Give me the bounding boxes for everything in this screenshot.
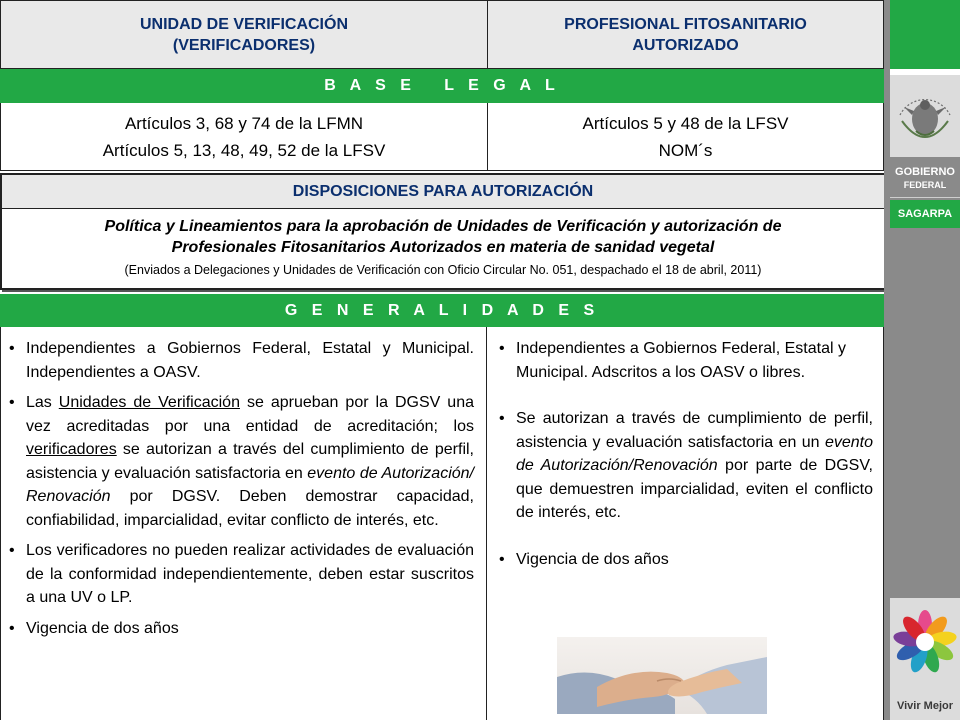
sidebar-green-top xyxy=(890,0,960,69)
base-legal-right-line-2: NOM´s xyxy=(658,140,713,160)
sidebar xyxy=(884,0,960,720)
right-b2-italic-1: evento de Autorización/Renovación xyxy=(516,433,873,474)
policy-line-2: Profesionales Fitosanitarios Autorizados en materia de sanidad vegetal xyxy=(171,239,715,256)
generalidades-bar xyxy=(0,294,884,327)
base-legal-table xyxy=(0,103,884,171)
generalidades-table xyxy=(0,327,884,720)
left-bullet-4: • Vigencia de dos años xyxy=(7,617,474,641)
header-table xyxy=(0,0,884,69)
header-right-line-1: PROFESIONAL FITOSANITARIO xyxy=(564,15,807,33)
left-b2-italic-1: evento de Autorización/ Renovación xyxy=(26,464,474,505)
left-b2-text-2: se aprueban por la DGSV una vez acreditadas por una entidad de acreditación; los xyxy=(26,394,474,435)
base-legal-bar xyxy=(0,69,884,103)
generalidades-title: G E N E R A L I D A D E S xyxy=(284,301,600,319)
eagle-emblem-icon xyxy=(890,75,960,157)
disposiciones-header xyxy=(2,175,884,209)
left-bullet-1: • Independientes a Gobiernos Federal, Estatal y Municipal. Independientes a OASV. xyxy=(7,337,474,384)
header-right-cell xyxy=(488,1,883,68)
header-left-cell xyxy=(1,1,488,68)
coat-of-arms-seal xyxy=(890,75,960,157)
gobierno-federal-label xyxy=(890,160,960,196)
base-legal-right xyxy=(488,103,883,170)
header-right-line-2: AUTORIZADO xyxy=(632,36,739,54)
left-b2-text-1: Las xyxy=(26,394,59,411)
left-b2-text-3: se autorizan a través del cumplimiento de perfil, asistencia y evaluación satisfactoria en xyxy=(26,441,474,482)
header-left-line-1: UNIDAD DE VERIFICACIÓN xyxy=(139,15,348,33)
gobierno-line-1: GOBIERNO xyxy=(895,166,955,178)
right-b2-text-1: Se autorizan a través de cumplimiento de perfil, asistencia y evaluación satisfactoria en un xyxy=(516,410,873,451)
vivir-mejor-label: Vivir Mejor xyxy=(896,700,954,712)
sagarpa-logo: SAGARPA xyxy=(890,200,960,228)
base-legal-left-line-1: Artículos 3, 68 y 74 de la LFMN xyxy=(124,113,364,133)
policy-line-1: Política y Lineamientos para la aprobación de Unidades de Verificación y autorización de xyxy=(104,218,782,235)
right-bullet-2 xyxy=(497,407,873,525)
base-legal-left-line-2: Artículos 5, 13, 48, 49, 52 de la LFSV xyxy=(102,140,386,160)
disposiciones-box xyxy=(0,173,886,290)
base-legal-right-line-1: Artículos 5 y 48 de la LFSV xyxy=(582,113,789,133)
handshake-image xyxy=(557,637,767,714)
disposiciones-note: (Enviados a Delegaciones y Unidades de Verificación con Oficio Circular No. 051, despachado el 18 de abril, 2011) xyxy=(124,263,762,277)
left-b2-underline-2: verificadores xyxy=(26,441,117,458)
left-b2-text-4: por DGSV. Deben demostrar capacidad, confiabilidad, imparcialidad, evitar conflicto de interés, etc. xyxy=(26,488,474,529)
right-bullet-3: • Vigencia de dos años xyxy=(497,548,873,572)
right-bullet-list xyxy=(497,337,873,571)
left-b2-underline-1: Unidades de Verificación xyxy=(58,394,240,411)
vivir-mejor-flower-icon xyxy=(890,598,960,686)
left-bullet-list xyxy=(7,337,474,640)
left-bullet-2 xyxy=(7,391,474,532)
right-b2-text-2: por parte de DGSV, que demuestren imparcialidad, eviten el conflicto de interés, etc. xyxy=(516,457,874,521)
generalidades-right xyxy=(487,327,883,720)
header-left-line-2: (VERIFICADORES) xyxy=(172,36,316,54)
gobierno-line-2: FEDERAL xyxy=(903,180,947,190)
disposiciones-policy xyxy=(2,209,884,258)
base-legal-title: B A S E L E G A L xyxy=(324,77,560,94)
right-bullet-1: • Independientes a Gobiernos Federal, Estatal y Municipal. Adscritos a los OASV o libres. xyxy=(497,337,856,384)
base-legal-left xyxy=(1,103,488,170)
sidebar-divider xyxy=(890,197,960,198)
left-bullet-3: • Los verificadores no pueden realizar actividades de evaluación de la conformidad independientemente, deben estar suscritos a una UV o LP. xyxy=(7,539,474,610)
disposiciones-title: DISPOSICIONES PARA AUTORIZACIÓN xyxy=(292,182,594,200)
vivir-mejor-panel xyxy=(890,598,960,720)
generalidades-left xyxy=(1,327,487,720)
